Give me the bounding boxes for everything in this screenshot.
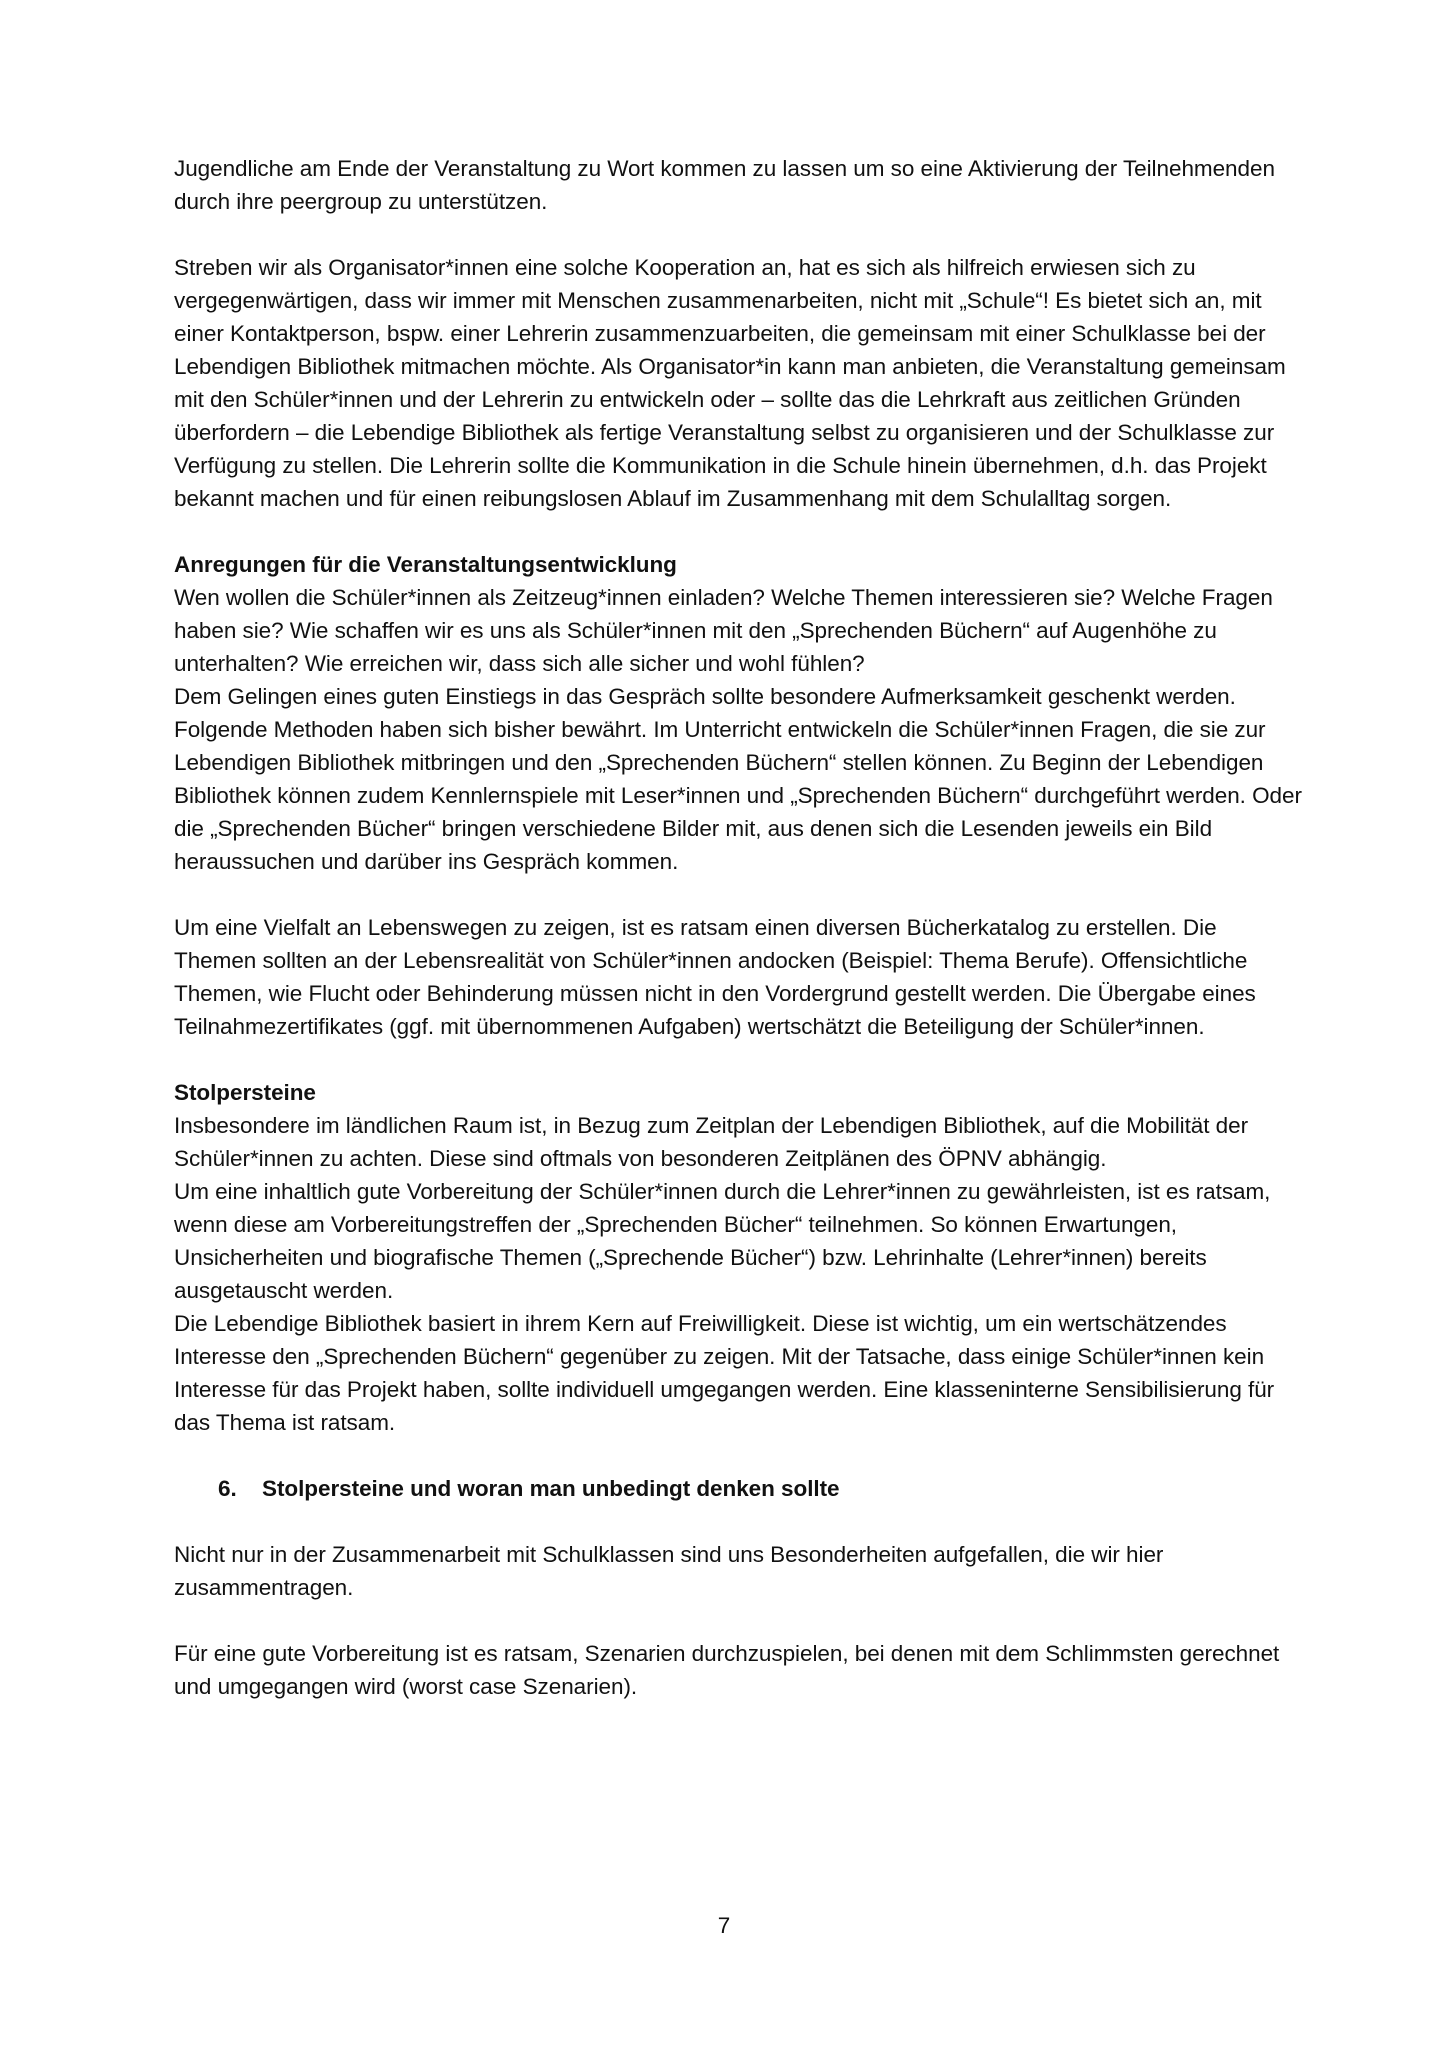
page-number: 7 (717, 1913, 731, 1938)
subheading-stolpersteine: Stolpersteine (174, 1080, 316, 1105)
section-number: 6. (218, 1476, 237, 1501)
paragraph: Jugendliche am Ende der Veranstaltung zu Wort kommen zu lassen um so eine Aktivierung der Teilnehmenden durch ihre peergroup zu unterstützen. (174, 156, 1275, 214)
paragraph-gap (174, 515, 1304, 548)
paragraph: Für eine gute Vorbereitung ist es ratsam, Szenarien durchzuspielen, bei denen mit dem Schlimmsten gerechnet und umgegangen wird (worst case Szenarien). (174, 1641, 1280, 1699)
paragraph-gap (174, 1505, 1304, 1538)
paragraph: Streben wir als Organisator*innen eine solche Kooperation an, hat es sich als hilfreich erwiesen sich zu vergegenwärtigen, dass wir immer mit Menschen zusammenarbeiten, nicht mit „Schule“! Es bietet sich an, mit einer Kontaktperson, bspw. einer Lehrerin zusammenzuarbeiten, die gemeinsam mit einer Schulklasse bei der Lebendigen Bibliothek mitmachen möchte. Als Organisator*in kann man anbieten, die Veranstaltung gemeinsam mit den Schüler*innen und der Lehrerin zu entwickeln oder – sollte das die Lehrkraft aus zeitlichen Gründen überfordern – die Lebendige Bibliothek als fertige Veranstaltung selbst zu organisieren und der Schulklasse zur Verfügung zu stellen. Die Lehrerin sollte die Kommunikation in die Schule hinein übernehmen, d.h. das Projekt bekannt machen und für einen reibungslosen Ablauf im Zusammenhang mit dem Schulalltag sorgen. (174, 255, 1286, 511)
paragraph-gap (174, 1439, 1304, 1472)
paragraph: Wen wollen die Schüler*innen als Zeitzeug*innen einladen? Welche Themen interessieren sie? Welche Fragen haben sie? Wie schaffen wir es uns als Schüler*innen mit den „Sprechenden Büchern“ auf Augenhöhe zu unterhalten? Wie erreichen wir, dass sich alle sicher und wohl fühlen? (174, 585, 1273, 676)
paragraph: Dem Gelingen eines guten Einstiegs in das Gespräch sollte besondere Aufmerksamkeit geschenkt werden. Folgende Methoden haben sich bisher bewährt. Im Unterricht entwickeln die Schüler*innen Fragen, die sie zur Lebendigen Bibliothek mitbringen und den „Sprechenden Büchern“ stellen können. Zu Beginn der Lebendigen Bibliothek können zudem Kennlernspiele mit Leser*innen und „Sprechenden Büchern“ durchgeführt werden. Oder die „Sprechenden Bücher“ bringen verschiedene Bilder mit, aus denen sich die Lesenden jeweils ein Bild heraussuchen und darüber ins Gespräch kommen. (174, 684, 1302, 874)
paragraph-gap (174, 1604, 1304, 1637)
paragraph: Nicht nur in der Zusammenarbeit mit Schulklassen sind uns Besonderheiten aufgefallen, die wir hier zusammentragen. (174, 1542, 1164, 1600)
paragraph-gap (174, 218, 1304, 251)
section-heading (174, 1472, 1304, 1505)
paragraph-gap (174, 1043, 1304, 1076)
paragraph-gap (174, 878, 1304, 911)
paragraph: Um eine inhaltlich gute Vorbereitung der Schüler*innen durch die Lehrer*innen zu gewährleisten, ist es ratsam, wenn diese am Vorbereitungstreffen der „Sprechenden Bücher“ teilnehmen. So können Erwartungen, Unsicherheiten und biografische Themen („Sprechende Bücher“) bzw. Lehrinhalte (Lehrer*innen) bereits ausgetauscht werden. (174, 1179, 1271, 1303)
paragraph: Um eine Vielfalt an Lebenswegen zu zeigen, ist es ratsam einen diversen Bücherkatalog zu erstellen. Die Themen sollten an der Lebensrealität von Schüler*innen andocken (Beispiel: Thema Berufe). Offensichtliche Themen, wie Flucht oder Behinderung müssen nicht in den Vordergrund gestellt werden. Die Übergabe eines Teilnahmezertifikates (ggf. mit übernommenen Aufgaben) wertschätzt die Beteiligung der Schüler*innen. (174, 915, 1256, 1039)
page-body (174, 152, 1304, 1703)
section-title: Stolpersteine und woran man unbedingt denken sollte (262, 1476, 840, 1501)
subheading-anregungen: Anregungen für die Veranstaltungsentwicklung (174, 552, 677, 577)
paragraph: Insbesondere im ländlichen Raum ist, in Bezug zum Zeitplan der Lebendigen Bibliothek, auf die Mobilität der Schüler*innen zu achten. Diese sind oftmals von besonderen Zeitplänen des ÖPNV abhängig. (174, 1113, 1249, 1171)
paragraph: Die Lebendige Bibliothek basiert in ihrem Kern auf Freiwilligkeit. Diese ist wichtig, um ein wertschätzendes Interesse den „Sprechenden Büchern“ gegenüber zu zeigen. Mit der Tatsache, dass einige Schüler*innen kein Interesse für das Projekt haben, sollte individuell umgegangen werden. Eine klasseninterne Sensibilisierung für das Thema ist ratsam. (174, 1311, 1275, 1435)
